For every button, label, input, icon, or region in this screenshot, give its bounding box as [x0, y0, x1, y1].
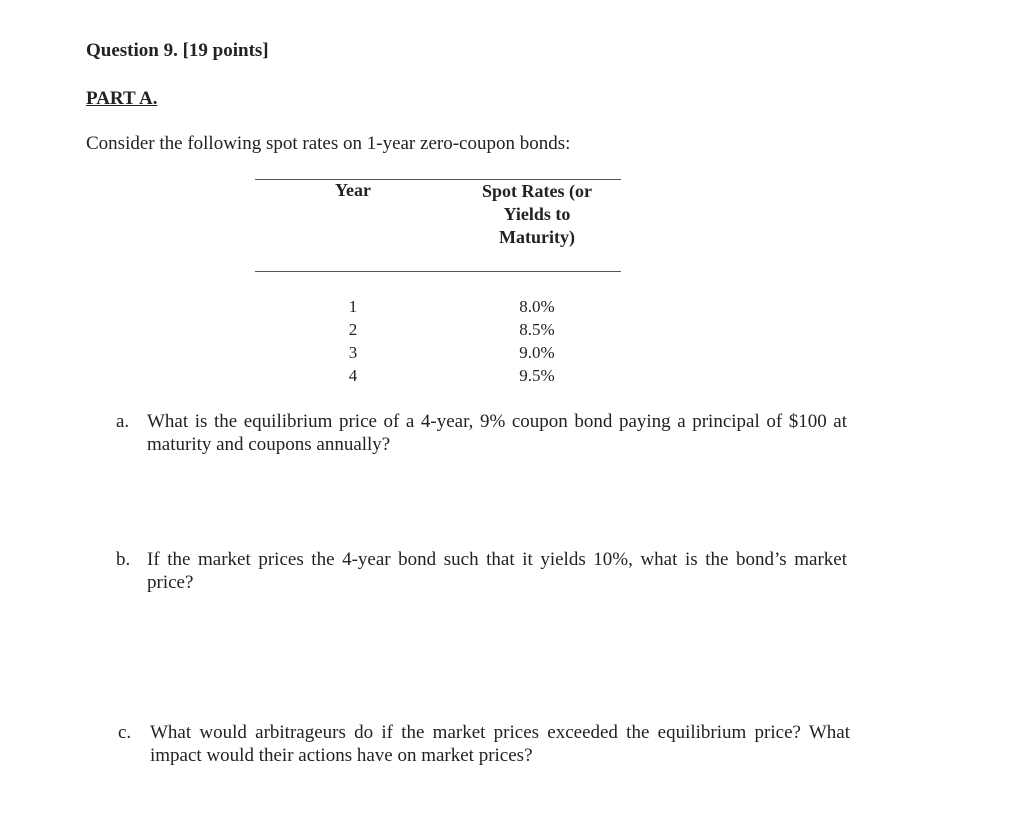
table-cell-year: 1	[348, 297, 358, 316]
subquestion-c-label: c.	[118, 722, 132, 743]
year-column	[300, 295, 406, 387]
table-cell-rate: 9.0%	[519, 343, 555, 362]
table-header-rule	[255, 271, 621, 272]
table-cell-rate: 9.5%	[519, 366, 555, 385]
header-spot-rates	[462, 180, 612, 249]
header-year: Year	[335, 180, 371, 200]
table-cell-year: 2	[348, 320, 358, 339]
question-title: Question 9. [19 points]	[86, 40, 269, 61]
part-heading: PART A.	[86, 88, 158, 109]
subquestion-b-text: If the market prices the 4-year bond such that it yields 10%, what is the bond’s market price?	[147, 549, 847, 593]
table-cell-rate: 8.5%	[519, 320, 555, 339]
subquestion-b-label: b.	[116, 549, 131, 570]
rate-column	[462, 295, 612, 387]
table-cell-year: 3	[348, 343, 358, 362]
table-cell-year: 4	[348, 366, 358, 385]
intro-text: Consider the following spot rates on 1-year zero-coupon bonds:	[86, 133, 571, 154]
header-spot-rates-line1: Spot Rates (or	[482, 181, 592, 201]
subquestion-c-text: What would arbitrageurs do if the market prices exceeded the equilibrium price? What impact would their actions have on market prices?	[150, 722, 850, 766]
table-cell-rate: 8.0%	[519, 297, 555, 316]
header-spot-rates-line2: Yields to	[503, 204, 571, 224]
header-spot-rates-line3: Maturity)	[499, 227, 575, 247]
subquestion-a-text: What is the equilibrium price of a 4-year, 9% coupon bond paying a principal of $100 at maturity and coupons annually?	[147, 411, 847, 455]
subquestion-a-label: a.	[116, 411, 130, 432]
